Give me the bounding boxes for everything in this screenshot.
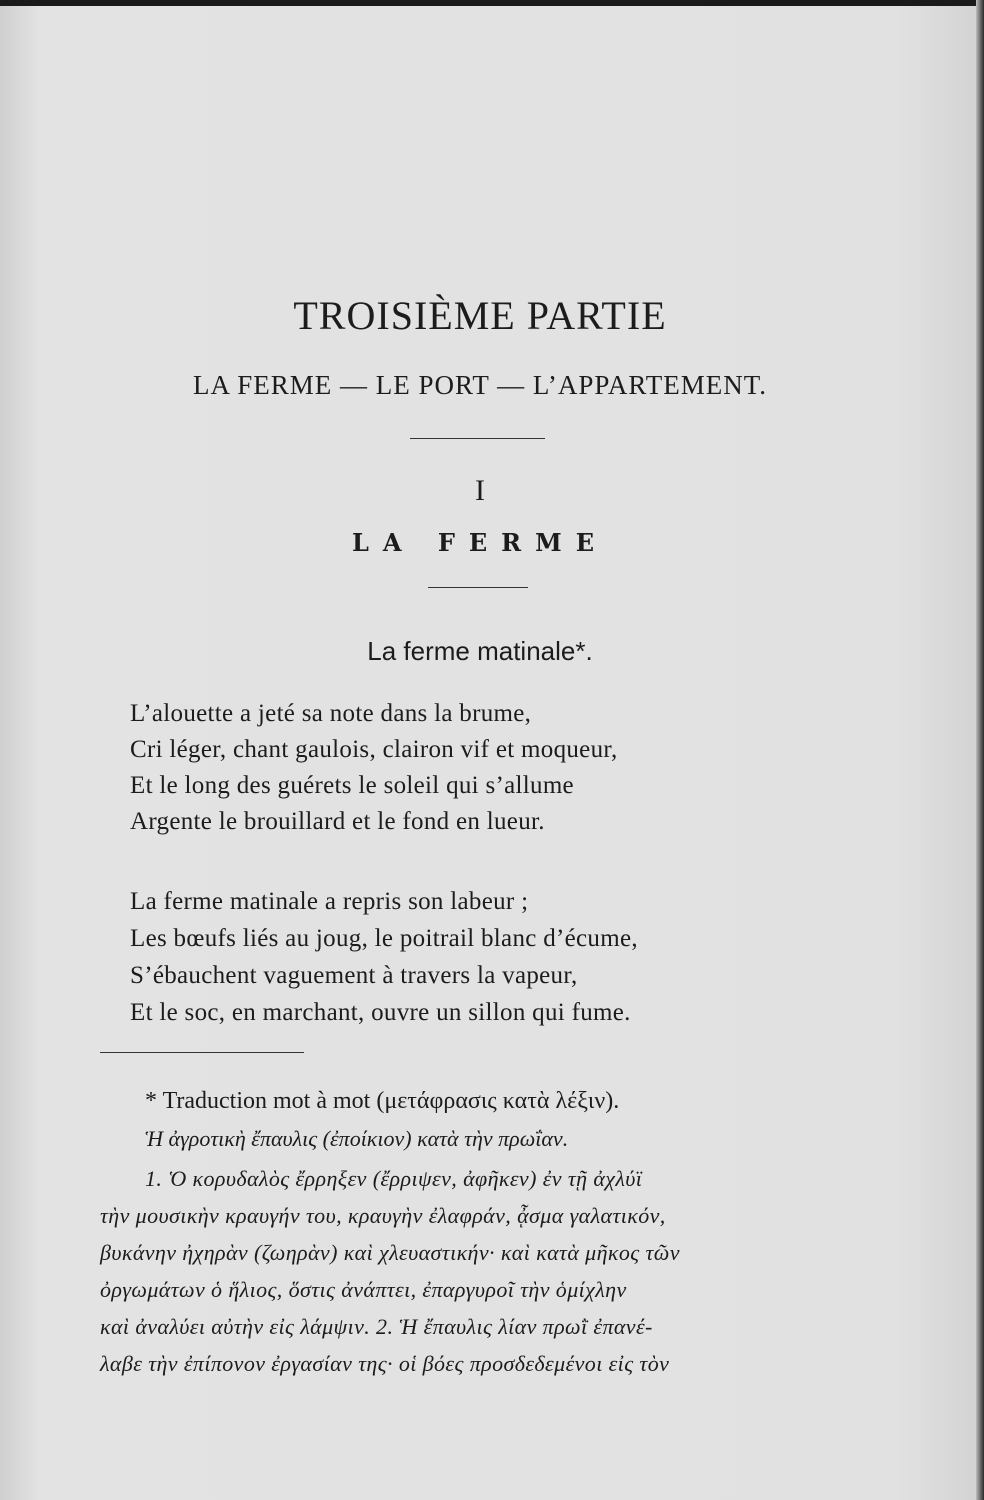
poem-verse: Cri léger, chant gaulois, clairon vif et moqueur, [130,736,618,763]
footnote-greek-line: 1. Ὁ κορυδαλὸς ἔρρηξεν (ἔρριψεν, ἀφῆκεν) ἐν τῇ ἀχλύϊ [145,1166,643,1191]
poem-title: La ferme matinale*. [367,636,593,666]
poem-verse: Les bœufs liés au joug, le poitrail blanc d’écume, [130,925,638,952]
footnote-intro: * Traduction mot à mot (μετάφρασις κατὰ λέξιν). [145,1088,620,1114]
footnote-greek-line: καὶ ἀναλύει αὐτὴν εἰς λάμψιν. 2. Ἡ ἔπαυλις λίαν πρωῒ ἐπανέ- [100,1314,653,1339]
footnote-greek-line: τὴν μουσικὴν κραυγήν του, κραυγὴν ἐλαφράν, ᾆσμα γαλατικόν, [100,1203,666,1228]
part-subtitle: LA FERME — LE PORT — L’APPARTEMENT. [192,370,768,400]
divider-rule [428,587,528,588]
chapter-title: LA FERME [352,528,608,557]
footnote-greek-line: ὀργωμάτων ὁ ἥλιος, ὅστις ἀνάπτει, ἐπαργυροῖ τὴν ὁμίχλην [100,1277,627,1302]
divider-rule [410,438,545,439]
part-title: TROISIÈME PARTIE [293,293,667,338]
footnote-greek-line: λαβε τὴν ἐπίπονον ἐργασίαν της· οἱ βόες προσδεδεμένοι εἰς τὸν [100,1351,670,1376]
poem-verse: Et le long des guérets le soleil qui s’allume [130,772,574,799]
chapter-number: I [475,474,485,507]
poem-verse: Argente le brouillard et le fond en lueur. [130,808,545,835]
poem-verse: L’alouette a jeté sa note dans la brume, [130,700,532,727]
poem-verse: Et le soc, en marchant, ouvre un sillon qui fume. [130,999,631,1026]
page-top-edge [0,0,984,6]
footnote-greek-line: βυκάνην ἠχηρὰν (ζωηρὰν) καὶ χλευαστικήν· καὶ κατὰ μῆκος τῶν [100,1240,680,1265]
poem-verse: La ferme matinale a repris son labeur ; [130,888,529,915]
page-right-edge [976,0,984,1500]
footnote-greek-title: Ἡ ἀγροτικὴ ἔπαυλις (ἐποίκιον) κατὰ τὴν πρωΐαν. [145,1126,569,1151]
footnote-rule [100,1052,304,1053]
poem-verse: S’ébauchent vaguement à travers la vapeur, [130,962,578,989]
